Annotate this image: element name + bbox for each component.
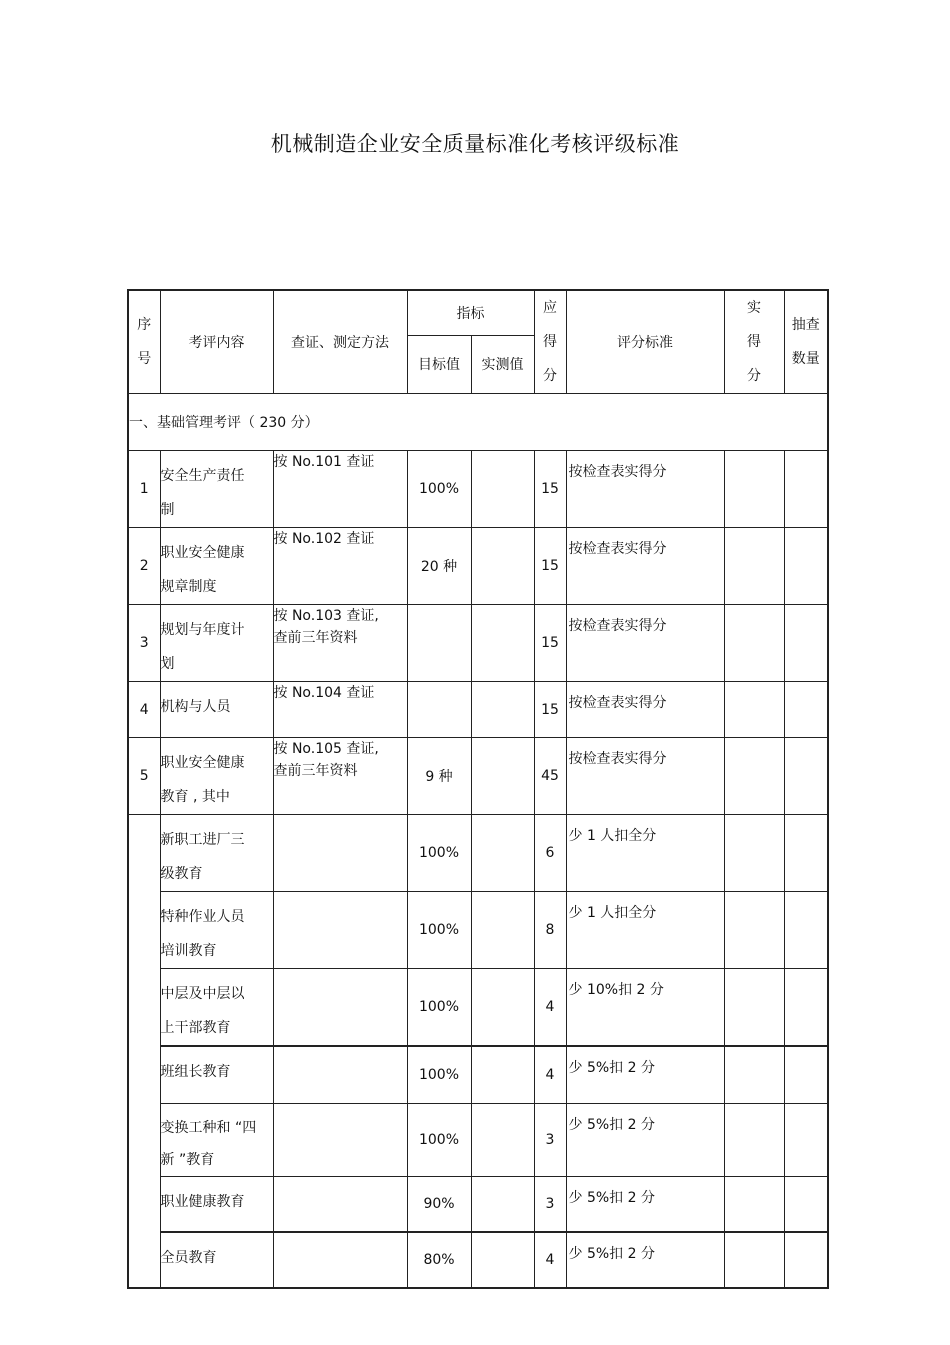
subrow-actual [724, 1103, 784, 1176]
header-sample-count: 抽查 数量 [784, 290, 828, 394]
subrow-method [273, 969, 407, 1047]
subrow-actual [724, 892, 784, 969]
subrow-measured [471, 1046, 534, 1103]
row-seq: 2 [128, 528, 160, 605]
table-row [128, 682, 828, 738]
row-sample [784, 682, 828, 738]
row-seq: 3 [128, 605, 160, 682]
table-subrow [128, 815, 828, 892]
header-measured: 实测值 [471, 335, 534, 393]
subrow-standard: 少 10%扣 2 分 [566, 969, 724, 1047]
row-seq: 1 [128, 451, 160, 528]
row-measured [471, 451, 534, 528]
subrow-method [273, 1103, 407, 1176]
row-content: 机构与人员 [160, 682, 273, 738]
subrow-method [273, 815, 407, 892]
subrow-sample [784, 969, 828, 1047]
row-standard: 按检查表实得分 [566, 682, 724, 738]
row-standard: 按检查表实得分 [566, 528, 724, 605]
row-measured [471, 682, 534, 738]
subrow-content: 班组长教育 [160, 1046, 273, 1103]
header-method: 查证、测定方法 [273, 290, 407, 394]
table-row [128, 528, 828, 605]
subrow-score: 4 [534, 1046, 566, 1103]
subrow-content: 职业健康教育 [160, 1176, 273, 1232]
subrow-content: 新职工进厂三 级教育 [160, 815, 273, 892]
subrow-target: 90% [407, 1176, 471, 1232]
assessment-table [127, 289, 829, 1289]
row-score: 45 [534, 738, 566, 815]
row-score: 15 [534, 451, 566, 528]
subrow-content: 变换工种和 “四 新 ”教育 [160, 1103, 273, 1176]
subrow-method [273, 892, 407, 969]
row-method: 按 No.105 查证, 查前三年资料 [273, 738, 407, 815]
row-target [407, 605, 471, 682]
subrow-method [273, 1232, 407, 1288]
row-method: 按 No.101 查证 [273, 451, 407, 528]
row-standard: 按检查表实得分 [566, 738, 724, 815]
table-subrow [128, 1232, 828, 1288]
row-content: 职业安全健康 规章制度 [160, 528, 273, 605]
row-score: 15 [534, 605, 566, 682]
subrow-score: 3 [534, 1103, 566, 1176]
row-target: 20 种 [407, 528, 471, 605]
table-row [128, 738, 828, 815]
row-content: 安全生产责任 制 [160, 451, 273, 528]
subrow-target: 100% [407, 1046, 471, 1103]
subrow-sample [784, 815, 828, 892]
subrow-standard: 少 5%扣 2 分 [566, 1046, 724, 1103]
subrow-measured [471, 969, 534, 1047]
subrow-target: 100% [407, 1103, 471, 1176]
row-standard: 按检查表实得分 [566, 451, 724, 528]
row-sample [784, 528, 828, 605]
row-actual [724, 451, 784, 528]
table-subrow [128, 892, 828, 969]
header-content: 考评内容 [160, 290, 273, 394]
row-content: 规划与年度计 划 [160, 605, 273, 682]
subrow-target: 100% [407, 815, 471, 892]
row-measured [471, 738, 534, 815]
subrow-score: 4 [534, 1232, 566, 1288]
row-content: 职业安全健康 教育 , 其中 [160, 738, 273, 815]
row-score: 15 [534, 682, 566, 738]
subrow-actual [724, 1046, 784, 1103]
table-subrow [128, 969, 828, 1047]
row-method: 按 No.102 查证 [273, 528, 407, 605]
header-actual-score: 实 得 分 [724, 290, 784, 394]
header-due-score: 应 得 分 [534, 290, 566, 394]
subrow-sample [784, 892, 828, 969]
subrow-method [273, 1176, 407, 1232]
row-sample [784, 605, 828, 682]
subrow-measured [471, 815, 534, 892]
header-seq: 序 号 [128, 290, 160, 394]
subrow-standard: 少 5%扣 2 分 [566, 1103, 724, 1176]
subrow-measured [471, 1232, 534, 1288]
row-sample [784, 451, 828, 528]
subrow-actual [724, 1232, 784, 1288]
row-seq: 5 [128, 738, 160, 815]
subrow-measured [471, 1176, 534, 1232]
subrow-seq-spacer [128, 815, 160, 1289]
subrow-sample [784, 1103, 828, 1176]
table-row [128, 605, 828, 682]
row-standard: 按检查表实得分 [566, 605, 724, 682]
row-sample [784, 738, 828, 815]
subrow-sample [784, 1046, 828, 1103]
page-title: 机械制造企业安全质量标准化考核评级标准 [270, 132, 680, 156]
subrow-score: 6 [534, 815, 566, 892]
row-measured [471, 605, 534, 682]
subrow-sample [784, 1232, 828, 1288]
subrow-target: 80% [407, 1232, 471, 1288]
subrow-score: 4 [534, 969, 566, 1047]
row-method: 按 No.104 查证 [273, 682, 407, 738]
row-measured [471, 528, 534, 605]
row-target [407, 682, 471, 738]
subrow-sample [784, 1176, 828, 1232]
table-row [128, 451, 828, 528]
row-actual [724, 605, 784, 682]
section-title: 一、基础管理考评（ 230 分） [128, 394, 828, 451]
table-subrow [128, 1046, 828, 1103]
subrow-score: 8 [534, 892, 566, 969]
subrow-measured [471, 1103, 534, 1176]
row-seq: 4 [128, 682, 160, 738]
subrow-content: 中层及中层以 上干部教育 [160, 969, 273, 1047]
subrow-standard: 少 5%扣 2 分 [566, 1176, 724, 1232]
header-target: 目标值 [407, 335, 471, 393]
subrow-standard: 少 5%扣 2 分 [566, 1232, 724, 1288]
subrow-score: 3 [534, 1176, 566, 1232]
subrow-actual [724, 815, 784, 892]
subrow-measured [471, 892, 534, 969]
subrow-standard: 少 1 人扣全分 [566, 892, 724, 969]
row-actual [724, 682, 784, 738]
row-target: 9 种 [407, 738, 471, 815]
row-actual [724, 738, 784, 815]
table-subrow [128, 1176, 828, 1232]
subrow-content: 全员教育 [160, 1232, 273, 1288]
subrow-standard: 少 1 人扣全分 [566, 815, 724, 892]
section-row [128, 394, 828, 451]
table-subrow [128, 1103, 828, 1176]
subrow-target: 100% [407, 892, 471, 969]
row-score: 15 [534, 528, 566, 605]
header-standard: 评分标准 [566, 290, 724, 394]
row-actual [724, 528, 784, 605]
subrow-target: 100% [407, 969, 471, 1047]
header-row-1 [128, 290, 828, 335]
subrow-content: 特种作业人员 培训教育 [160, 892, 273, 969]
header-indicator: 指标 [407, 290, 534, 335]
row-target: 100% [407, 451, 471, 528]
row-method: 按 No.103 查证, 查前三年资料 [273, 605, 407, 682]
subrow-actual [724, 1176, 784, 1232]
subrow-method [273, 1046, 407, 1103]
subrow-actual [724, 969, 784, 1047]
